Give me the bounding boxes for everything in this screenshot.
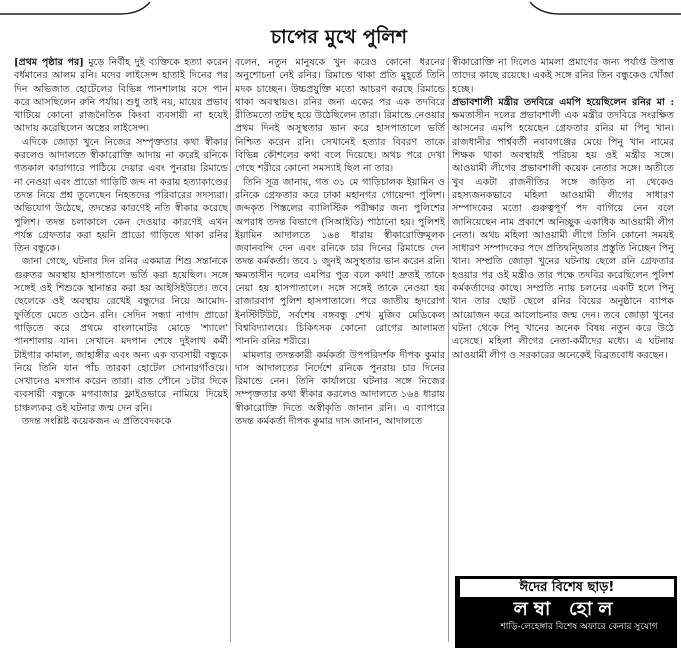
article-column-1	[14, 56, 228, 648]
continuation-tag: [প্রথম পৃষ্ঠার পর]	[14, 57, 84, 68]
ad-headline: ঈদের বিশেষ ছাড়!	[459, 578, 675, 598]
column-1-paragraph-1	[14, 56, 228, 136]
column-divider	[448, 58, 449, 642]
paragraph-text: ক্ষমতাসীন দলের প্রভাবশালী এক মন্ত্রীর তদবিরে সংরক্ষিত আসনের এমপি হয়েছেন গ্রেফতার রনির মা পিনু খান। রাজধানীর পার্শ্ববর্তী নবাবগঞ্জের মেয়ে পিনু খান নামের শিক্ষক থাকা অবস্থায়ই পরিচয় হয় ওই মন্ত্রীর সঙ্গে। আওয়ামী লীগের প্রভাবশালী কয়েক নেতার সঙ্গে। অতীতে খুব একটা রাজনীতির সঙ্গে জড়িত না থেকেও রহস্যজনকভাবে মহিলা আওয়ামী লীগের সাধারণ সম্পাদকের মতো গুরুত্বপূর্ণ পদ বাগিয়ে নেন বলে জানিয়েছেন নাম প্রকাশে অনিচ্ছুক একাধিক আওয়ামী লীগ নেতা। অথচ মহিলা আওয়ামী লীগে তিনি কোনো সময়ই সাধারণ সম্পাদকের পদে প্রতিদ্বন্দ্বিতার প্রস্তুতি নিচ্ছেন পিনু খান। সম্প্রতি জোড়া খুনের ঘটনায় ছেলে রনি গ্রেফতার হওয়ার পর ওই মন্ত্রীও তার পক্ষে তদবির করেছিলেন পুলিশ কর্মকর্তাদের কাছে। সম্প্রতি ন্যায় চলনের একটি হলে পিনু খান তার ছোট ছেলে রনির বিয়ের অনুষ্ঠানে ব্যাপক আয়োজন করে আলোচনার জন্ম দেন। তবে জোড়া খুনের ঘটনা থেকে পিনু খানের অনেক বিষয় নতুন করে উঠে এসেছে। মহিলা লীগের নেতা-কর্মীদের মধ্যে। এ ঘটনায় আওয়ামী লীগ ও সরকারের অনেকেই বিব্রতবোধ করছেন।	[452, 110, 674, 361]
column-3-paragraph-1: স্বীকারোক্তি না দিলেও মামলা প্রমাণের জন্য পর্যাপ্ত উপাত্ত তাদের কাছে রয়েছে। একই সঙ্গে রনির তিন বন্ধুকেও খোঁজা হচ্ছে।	[452, 57, 674, 95]
ad-brand-name: লম্বা হোল	[513, 598, 619, 620]
paragraph-text: মুড়ে নির্বীহ দুই ব্যক্তিকে হত্যা করেন বর্ধমানের আলম রনি। মদের লাইসেন্স হাতাই দিনের পর দিন অভিজাত হোটেলের বিভিন্ন পানশালায় বসে পান করে আসছিলেন রুনি পর্যায়। শুধু তাই নয়, মায়ের প্রভাব খাটিয়ে কোনো রাজনৈতিক কিংবা ব্যবসায়ী না হয়েই আদায় করেছিলেন অস্ত্রের লাইসেন্স।	[14, 57, 228, 135]
column-1-paragraph-3: জানা গেছে, ঘটনার দিন রনির একমাত্র শিশু সন্তানকে গুরুতর অবস্থায় হাসপাতালে ভর্তি করা হয়েছিল। সঙ্গে সঙ্গেই ওই শিশুকে স্থানান্তর করা হয় আইসিইউতে। তবে ছেলেকে ওই অবস্থায় রেখেই বন্ধুদের নিয়ে আমোদ-ফুর্তিতে মেতে ওঠেন রনি। সেদিন সন্ধ্যা নাগাদ প্রাডো গাড়িতে করে প্রথমে বাংলামোটর মোড়ে 'শ্যালে' পানশালায় যান। সেখানে মদপান শেষে দুইলাখ কর্মী টাইগার কামাল, জাহাঙ্গীর এবং অন্য এক ব্যবসায়ী বন্ধুকে নিয়ে তিনি যান পাঁচ তারকা হোটেল সোনারগাঁওয়ে। সেখানেও মদপান করেন তারা। রাত পৌনে ১টার দিকে ব্যবসায়ী বন্ধুকে মগবাজার ফ্লাইওভারে নামিয়ে দিয়েই চাঞ্চল্যকর ওই ঘটনার জন্ম দেন রনি।	[14, 256, 228, 414]
column-2-paragraph-2: তিনি সূত্র জানায়, গত ৩১ মে গাড়িচালক ইয়ামিন ও রনিকে গ্রেফতার করে ঢাকা মহানগর গোয়েন্দা পুলিশ। জব্দকৃত পিস্তলের ব্যালিস্টিক পরীক্ষার জন্য পুলিশের অপরাধ তদন্ত বিভাগে (সিআইডি) পাঠানো হয়। পুলিশই ইয়ামিন আদালতে ১৬৪ ধারায় স্বীকারোক্তিমূলক জবানবন্দি দেন এবং রনিকে চার দিনের রিমান্ডে দেন তদন্ত কর্মকর্তা। তবে ১ জুনই অসুস্থতার ভান করেন রনি। ক্ষমতাসীন দলের এমপির পুত্র বলে কথা! দ্রুতই তাকে নেয়া হয় হাসপাতালে। সঙ্গে সঙ্গেই তাকে নেওয়া হয় রাজারবাগ পুলিশ হাসপাতালে। পরে জাতীয় হৃদরোগ ইনস্টিটিউট, সর্বশেষ বঙ্গবন্ধু শেখ মুজিব মেডিকেল বিশ্ববিদ্যালয়ে। চিকিৎসক কোনো রোগের আলামত পাননি রনির শরীরে।	[235, 176, 445, 348]
column-divider	[230, 58, 231, 642]
column-2-paragraph-1: বলেন, নতুন মানুষকে খুন করেও কোনো ধরনের অনুশোচনা নেই রনির। রিমান্ডে থাকা প্রতি মুহূর্তে তিনি মদক চাচ্ছেন। উচ্চপ্রযুক্তি মতো আচরণ করছে রিমান্ডে থাকা অবস্থায়ও। রনির জন্য একের পর এক তদবিরে রীতিমতো তটস্থ হয়ে উঠেছিলেন তারা। রিমান্ডে নেওয়ার প্রথম দিনই অসুস্থতার ভান করে হাসপাতালে ভর্তি নিশ্চিত করেন রনি। সেখানেই হত্যার বিবরণ তাকে বিভিন্ন কৌশলের কথা বলে দিয়েছে। অথচ পরে দেখা গেছে শরীরে কোনো সমস্যাই ছিল না তার।	[235, 57, 445, 175]
column-2-paragraph-3: মামলার তদন্তকারী কর্মকর্তা উপপরিদর্শক দীপক কুমার দাস আদালতের নির্দেশে রনিকে পুনরায় চার দিনের রিমান্ডে নেন। তিনি কার্যালয়ে ঘটনার সঙ্গে নিজের সম্পৃক্ততার কথা স্বীকার করলেও আদালতে ১৬৪ ধারায় স্বীকারোক্তি দিতে অস্বীকৃতি জানান রনি। এ ব্যাপারে তদন্ত কর্মকর্তা দীপক কুমার দাস জানান, আদালতে	[235, 349, 445, 428]
ad-subline: শাড়ি-লেহেঙ্গার বিশেষ অফারে কেনার সুযোগ	[500, 622, 658, 632]
column-1-paragraph-4: তদন্ত সংশ্লিষ্ট কয়েকজন এ প্রতিবেদককে	[22, 416, 172, 428]
header-rule	[0, 0, 681, 16]
advertisement[interactable]	[455, 576, 677, 648]
article-column-3	[452, 56, 674, 572]
article-headline: চাপের মুখে পুলিশ	[270, 26, 408, 48]
column-3-subhead-paragraph	[452, 96, 674, 362]
article-subhead: প্রভাবশালী মন্ত্রীর তদবিরে এমপি হয়েছিলেন রনির মা :	[452, 96, 674, 108]
article-column-2	[235, 56, 445, 648]
column-1-paragraph-2: এদিকে জোড়া খুনে নিজের সম্পৃক্ততার কথা স্বীকার করলেও আদালতে স্বীকারোক্তি আদায় না করেই রনিকে গতকাল কারাগারে পাঠিয়ে দেয়ার এবং পুনরায় রিমান্ডে না নেওয়া এবং প্রাডো গাড়িটি জব্দ না করায় হত্যাকাণ্ডের তদন্ত নিয়ে প্রশ্ন তুলেছেন নিহতদের পরিবারের সদস্যরা। অভিযোগ উঠেছে, তদন্তের কারণেই নতি স্বীকার করেছে পুলিশ। তদন্ত চলাকালে কেন দেওয়ার কারণেই এখন পর্যন্ত গ্রেফতার করা হয়নি প্রাডো গাড়িতে থাকা রনির তিন বন্ধুকে।	[14, 136, 228, 255]
